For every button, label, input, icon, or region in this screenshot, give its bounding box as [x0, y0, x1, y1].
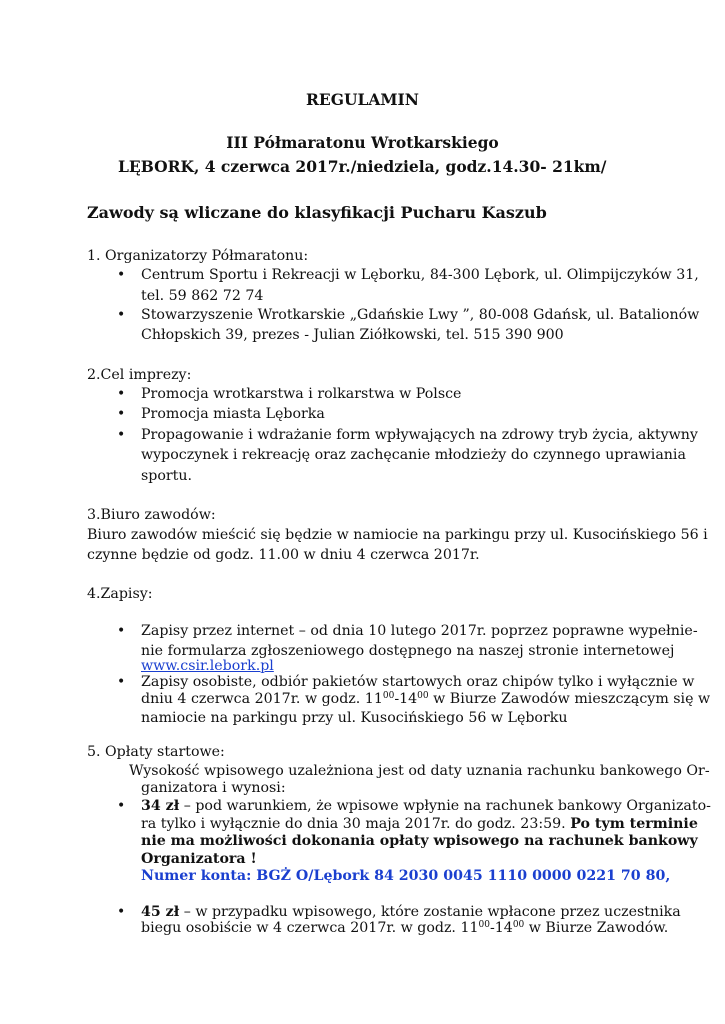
fee-45-line2: biegu osobiście w 4 czerwca 2017r. w godz. $11^{00}-14^{00}$ w Biurze Zawodów. [141, 920, 669, 936]
classification-heading: Zawody są wliczane do klasyfikacji Pucharu Kaszub [87, 203, 547, 222]
goal-2: Promocja miasta Lęborka [141, 406, 325, 422]
organizer-2-line2: Chłopskich 39, prezes - Julian Ziółkowski, tel. 515 390 900 [141, 327, 564, 343]
section-2-heading: 2.Cel imprezy: [87, 367, 192, 383]
goal-1: Promocja wrotkarstwa i rolkarstwa w Polsce [141, 386, 462, 402]
bullet-icon: • [117, 623, 126, 639]
goal-3-line3: sportu. [141, 468, 193, 484]
fee-34-line3: nie ma możliwości dokonania opłaty wpisowego na rachunek bankowy [141, 833, 698, 849]
registration-personal-line2: dniu 4 czerwca 2017r. w godz. $11^{00}-14^{00}$ w Biurze Zawodów mieszczącym się w [141, 691, 711, 707]
bullet-icon: • [117, 267, 126, 283]
bullet-icon: • [117, 386, 126, 402]
goal-3-line2: wypoczynek i rekreację oraz zachęcanie młodzieży do czynnego uprawiania [141, 447, 686, 463]
organizer-1-line1: Centrum Sportu i Rekreacji w Lęborku, 84-300 Lębork, ul. Olimpijczyków 31, [141, 267, 699, 283]
fee-intro-line2: ganizatora i wynosi: [141, 780, 286, 796]
office-line2: czynne będzie od godz. 11.00 w dniu 4 czerwca 2017r. [87, 547, 480, 563]
registration-personal-line1: Zapisy osobiste, odbiór pakietów startowych oraz chipów tylko i wyłącznie w [141, 674, 695, 690]
organizer-1-line2: tel. 59 862 72 74 [141, 288, 264, 304]
fee-34-line1: 34 zł – pod warunkiem, że wpisowe wpłynie na rachunek bankowy Organizato- [141, 798, 711, 814]
bullet-icon: • [117, 904, 126, 920]
registration-online-line2: nie formularza zgłoszeniowego dostępnego na naszej stronie internetowej [141, 643, 675, 659]
fee-34-line4: Organizatora ! [141, 851, 257, 867]
section-5-heading: 5. Opłaty startowe: [87, 744, 225, 760]
section-1-heading: 1. Organizatorzy Półmaratonu: [87, 248, 309, 264]
registration-online-line1: Zapisy przez internet – od dnia 10 lutego 2017r. poprzez poprawne wypełnie- [141, 623, 698, 639]
bullet-icon: • [117, 406, 126, 422]
bank-account-number: Numer konta: BGŻ O/Lębork 84 2030 0045 1110 0000 0221 70 80, [141, 868, 671, 884]
bullet-icon: • [117, 307, 126, 323]
section-3-heading: 3.Biuro zawodów: [87, 507, 216, 523]
bullet-icon: • [117, 798, 126, 814]
event-date-line: LĘBORK, 4 czerwca 2017r./niedziela, godz.14.30- 21km/ [118, 157, 607, 176]
event-title: III Półmaratonu Wrotkarskiego [226, 133, 499, 152]
document-title: REGULAMIN [306, 90, 419, 109]
section-4-heading: 4.Zapisy: [87, 586, 153, 602]
bullet-icon: • [117, 674, 126, 690]
goal-3-line1: Propagowanie i wdrażanie form wpływających na zdrowy tryb życia, aktywny [141, 427, 698, 443]
bullet-icon: • [117, 427, 126, 443]
fee-45-line1: 45 zł – w przypadku wpisowego, które zostanie wpłacone przez uczestnika [141, 904, 681, 920]
fee-34-line2: ra tylko i wyłącznie do dnia 30 maja 2017r. do godz. 23:59. Po tym terminie [141, 816, 698, 832]
website-link[interactable]: www.csir.lebork.pl [141, 658, 274, 674]
organizer-2-line1: Stowarzyszenie Wrotkarskie „Gdańskie Lwy ”, 80-008 Gdańsk, ul. Batalionów [141, 307, 700, 323]
registration-personal-line3: namiocie na parkingu przy ul. Kusocińskiego 56 w Lęborku [141, 710, 568, 726]
fee-intro-line1: Wysokość wpisowego uzależniona jest od daty uznania rachunku bankowego Or- [129, 763, 710, 779]
office-line1: Biuro zawodów mieścić się będzie w namiocie na parkingu przy ul. Kusocińskiego 56 i [87, 527, 708, 543]
